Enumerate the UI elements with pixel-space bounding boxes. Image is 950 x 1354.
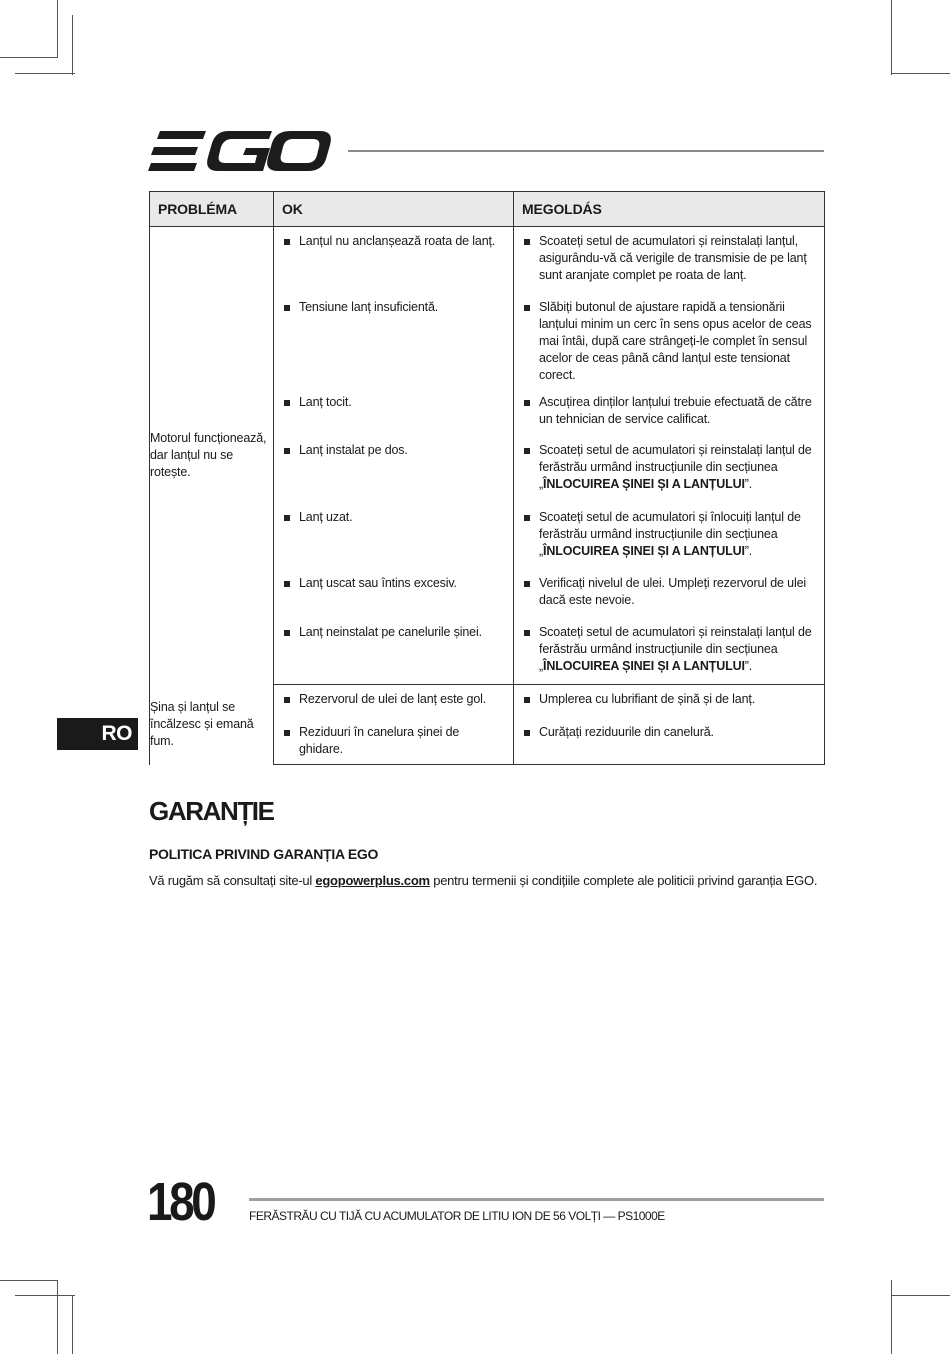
solution-text: Scoateți setul de acumulatori și reinstalați lanțul de ferăstrău urmând instrucțiunile din secțiunea „ÎNLOCUIREA ȘINEI ȘI A LANȚULUI”. bbox=[539, 625, 812, 673]
policy-title: POLITICA PRIVIND GARANȚIA EGO bbox=[149, 846, 379, 862]
warranty-title: GARANȚIE bbox=[149, 796, 274, 826]
crop-mark bbox=[57, 0, 58, 58]
egopowerplus-link[interactable]: egopowerplus.com bbox=[315, 873, 430, 888]
crop-mark bbox=[15, 1295, 75, 1296]
crop-mark bbox=[72, 1295, 73, 1354]
solution-text: Scoateți setul de acumulatori și înlocuiți lanțul de ferăstrău urmând instrucțiunile din secțiunea „ÎNLOCUIREA ȘINEI ȘI A LANȚULUI”. bbox=[539, 510, 801, 558]
header-rule bbox=[348, 150, 824, 152]
crop-mark bbox=[72, 15, 73, 75]
footer-product-title: FERĂSTRĂU CU TIJĂ CU ACUMULATOR DE LITIU ION DE 56 VOLȚI — PS1000E bbox=[249, 1209, 665, 1223]
table-row bbox=[150, 685, 825, 725]
footer-rule bbox=[249, 1198, 824, 1201]
crop-mark bbox=[891, 1295, 950, 1296]
solution-text: Ascuțirea dinților lanțului trebuie efectuată de către un tehnician de service calificat. bbox=[539, 395, 812, 426]
solution-text: Umplerea cu lubrifiant de șină și de lanț. bbox=[539, 692, 756, 706]
solution-text: Verificați nivelul de ulei. Umpleți rezervorul de ulei dacă este nevoie. bbox=[539, 576, 807, 607]
crop-mark bbox=[891, 73, 950, 74]
table-row bbox=[150, 227, 825, 300]
crop-mark bbox=[0, 57, 58, 58]
page-number: 180 bbox=[147, 1172, 214, 1232]
header-problem: PROBLÉMA bbox=[150, 192, 274, 227]
ego-logo bbox=[148, 128, 332, 174]
cause-text: Lanț instalat pe dos. bbox=[299, 443, 408, 457]
language-tab: RO bbox=[57, 718, 138, 750]
header-solution: MEGOLDÁS bbox=[514, 192, 825, 227]
cause-text: Lanț uscat sau întins excesiv. bbox=[299, 576, 457, 590]
solution-text: Scoateți setul de acumulatori și reinstalați lanțul de ferăstrău urmând instrucțiunile din secțiunea „ÎNLOCUIREA ȘINEI ȘI A LANȚULUI”. bbox=[539, 443, 812, 491]
crop-mark bbox=[891, 0, 892, 75]
problem-cell: Șina și lanțul se încălzesc și emană fum. bbox=[150, 685, 274, 765]
troubleshooting-table bbox=[149, 191, 825, 765]
policy-text: Vă rugăm să consultați site-ul egopowerplus.com pentru termenii și condițiile complete ale politicii privind garanția EGO. bbox=[149, 873, 818, 888]
table-header-row bbox=[150, 192, 825, 227]
cause-text: Lanțul nu anclanșează roata de lanț. bbox=[299, 234, 496, 248]
cause-text: Rezervorul de ulei de lanț este gol. bbox=[299, 692, 487, 706]
cause-text: Tensiune lanț insuficientă. bbox=[299, 300, 439, 314]
solution-text: Curățați reziduurile din canelură. bbox=[539, 725, 714, 739]
cause-text: Lanț tocit. bbox=[299, 395, 352, 409]
solution-text: Scoateți setul de acumulatori și reinstalați lanțul, asigurându-vă că verigile de transmisie de pe lanț sunt aranjate complet pe roata de lanț. bbox=[539, 234, 807, 282]
cause-text: Reziduuri în canelura șinei de ghidare. bbox=[299, 725, 460, 756]
crop-mark bbox=[15, 73, 75, 74]
header-cause: OK bbox=[274, 192, 514, 227]
solution-text: Slăbiți butonul de ajustare rapidă a tensionării lanțului minim un cerc în sens opus acelor de ceas mai întâi, după care strângeți-le complet în sensul acelor de ceas până când lanțul este tensionat corect. bbox=[539, 300, 812, 382]
crop-mark bbox=[0, 1280, 58, 1281]
problem-cell: Motorul funcționează, dar lanțul nu se rotește. bbox=[150, 227, 274, 685]
crop-mark bbox=[891, 1280, 892, 1354]
crop-mark bbox=[57, 1280, 58, 1354]
cause-text: Lanț uzat. bbox=[299, 510, 353, 524]
cause-text: Lanț neinstalat pe canelurile șinei. bbox=[299, 625, 482, 639]
